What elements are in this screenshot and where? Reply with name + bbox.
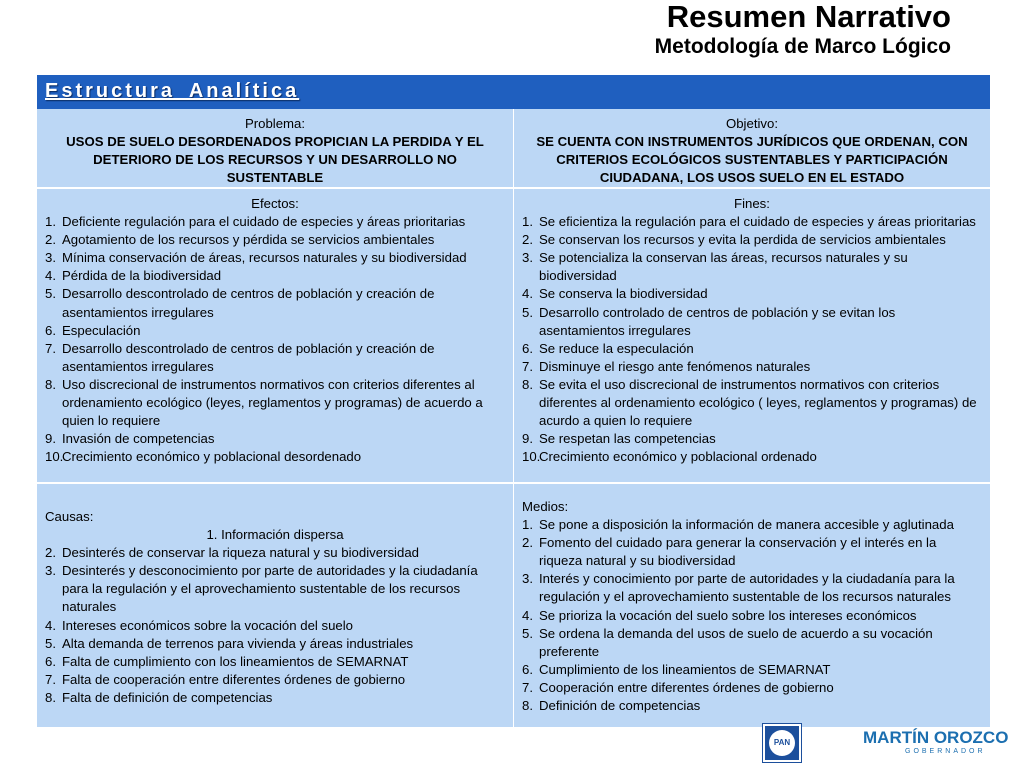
efectos-item bbox=[45, 249, 505, 267]
efectos-item bbox=[45, 231, 505, 249]
medios-item-number: 7. bbox=[522, 679, 533, 695]
efectos-item bbox=[45, 376, 505, 430]
pan-logo bbox=[763, 724, 801, 762]
medios-item-text: Cumplimiento de los lineamientos de SEMARNAT bbox=[539, 661, 831, 677]
section-band bbox=[37, 75, 990, 109]
causas-item bbox=[45, 544, 505, 562]
causas-item-number: 4. bbox=[45, 617, 56, 633]
medios-list bbox=[522, 516, 982, 715]
efectos-item-number: 4. bbox=[45, 268, 56, 284]
causas-item-number: 6. bbox=[45, 653, 56, 669]
efectos-item-text: Mínima conservación de áreas, recursos naturales y su biodiversidad bbox=[62, 250, 467, 266]
medios-item-text: Cooperación entre diferentes órdenes de gobierno bbox=[539, 679, 834, 695]
pan-logo-label: PAN bbox=[769, 730, 795, 756]
efectos-item-text: Crecimiento económico y poblacional desordenado bbox=[62, 449, 362, 465]
efectos-item-number: 6. bbox=[45, 322, 56, 338]
causas-item-number: 2. bbox=[45, 545, 56, 561]
causas-item-text: Intereses económicos sobre la vocación del suelo bbox=[62, 617, 354, 633]
fines-item-number: 2. bbox=[522, 232, 533, 248]
causas-cell bbox=[37, 484, 513, 727]
fines-item bbox=[522, 340, 982, 358]
objetivo-cell bbox=[514, 109, 990, 187]
efectos-item-text: Agotamiento de los recursos y pérdida se servicios ambientales bbox=[62, 232, 435, 248]
medios-item bbox=[522, 625, 982, 661]
causas-item bbox=[45, 635, 505, 653]
efectos-item-number: 2. bbox=[45, 232, 56, 248]
objetivo-text: SE CUENTA CON INSTRUMENTOS JURÍDICOS QUE ORDENAN, CON CRITERIOS ECOLÓGICOS SUSTENTABLES Y PARTICIPACIÓN CIUDADANA, LOS USOS SUELO EN EL ESTADO bbox=[536, 134, 968, 186]
medios-item-number: 5. bbox=[522, 625, 533, 641]
fines-item-text: Se respetan las competencias bbox=[539, 431, 716, 447]
medios-item-text: Definición de competencias bbox=[539, 698, 701, 714]
medios-item-number: 6. bbox=[522, 661, 533, 677]
fines-item bbox=[522, 304, 982, 340]
fines-item bbox=[522, 285, 982, 303]
medios-item bbox=[522, 661, 982, 679]
medios-item-number: 1. bbox=[522, 517, 533, 533]
fines-item bbox=[522, 448, 982, 466]
brand-name: MARTÍN OROZCO bbox=[863, 728, 1009, 747]
efectos-list bbox=[45, 213, 505, 466]
fines-item-number: 7. bbox=[522, 358, 533, 374]
fines-item-number: 9. bbox=[522, 431, 533, 447]
slide-header bbox=[655, 0, 951, 60]
causas-item-text: Alta demanda de terrenos para vivienda y áreas industriales bbox=[62, 635, 414, 651]
medios-item-text: Interés y conocimiento por parte de autoridades y la ciudadanía para la regulación y el aprovechamiento sustentable de los recursos naturales bbox=[539, 571, 955, 605]
causas-item bbox=[45, 689, 505, 707]
causas-item bbox=[45, 617, 505, 635]
efectos-item-text: Desarrollo descontrolado de centros de población y creación de asentamientos irregulares bbox=[62, 340, 435, 374]
causas-first-item: 1. Información dispersa bbox=[206, 527, 344, 543]
efectos-item bbox=[45, 448, 505, 466]
fines-item-text: Se conservan los recursos y evita la perdida de servicios ambientales bbox=[539, 232, 946, 248]
medios-item-number: 8. bbox=[522, 698, 533, 714]
efectos-item-number: 5. bbox=[45, 286, 56, 302]
medios-cell bbox=[514, 484, 990, 727]
causas-item bbox=[45, 671, 505, 689]
efectos-item-text: Invasión de competencias bbox=[62, 431, 215, 447]
problema-cell bbox=[37, 109, 513, 187]
medios-item bbox=[522, 679, 982, 697]
causas-item-number: 7. bbox=[45, 671, 56, 687]
slide-title: Resumen Narrativo bbox=[666, 0, 951, 34]
fines-item-number: 3. bbox=[522, 250, 533, 266]
efectos-item-number: 8. bbox=[45, 376, 56, 392]
efectos-item bbox=[45, 340, 505, 376]
efectos-label: Efectos: bbox=[251, 196, 299, 211]
section-band-label: Estructura Analítica bbox=[45, 80, 300, 102]
fines-list bbox=[522, 213, 982, 466]
efectos-item bbox=[45, 267, 505, 285]
analysis-table bbox=[37, 109, 990, 727]
efectos-item bbox=[45, 430, 505, 448]
fines-item-number: 6. bbox=[522, 340, 533, 356]
medios-item bbox=[522, 607, 982, 625]
causas-item-number: 8. bbox=[45, 689, 56, 705]
fines-item bbox=[522, 249, 982, 285]
causas-item-text: Desinterés de conservar la riqueza natural y su biodiversidad bbox=[62, 545, 419, 561]
efectos-item-number: 10. bbox=[45, 449, 64, 465]
fines-cell bbox=[514, 189, 990, 482]
efectos-item bbox=[45, 285, 505, 321]
efectos-item-number: 7. bbox=[45, 340, 56, 356]
fines-item-text: Se conserva la biodiversidad bbox=[539, 286, 708, 302]
efectos-item-text: Deficiente regulación para el cuidado de especies y áreas prioritarias bbox=[62, 214, 466, 230]
causas-item-text: Falta de cooperación entre diferentes órdenes de gobierno bbox=[62, 671, 406, 687]
efectos-item-text: Pérdida de la biodiversidad bbox=[62, 268, 222, 284]
medios-item-text: Se ordena la demanda del usos de suelo de acuerdo a su vocación preferente bbox=[539, 625, 933, 659]
causas-item bbox=[45, 562, 505, 616]
efectos-item-text: Uso discrecional de instrumentos normativos con criterios diferentes al ordenamiento ecológico (leyes, reglamentos y programas) de acuerdo a quien lo requiere bbox=[62, 376, 483, 429]
efectos-item-text: Desarrollo descontrolado de centros de población y creación de asentamientos irregulares bbox=[62, 286, 435, 320]
fines-item-text: Se eficientiza la regulación para el cuidado de especies y áreas prioritarias bbox=[539, 214, 976, 230]
medios-item-number: 4. bbox=[522, 607, 533, 623]
causas-item bbox=[45, 653, 505, 671]
medios-item-number: 2. bbox=[522, 535, 533, 551]
fines-item-text: Se evita el uso discrecional de instrumentos normativos con criterios diferentes al ordenamiento ecológico ( leyes, reglamentos y programas) de acurdo a quien lo requiere bbox=[539, 376, 977, 429]
fines-item-number: 8. bbox=[522, 376, 533, 392]
fines-item-text: Desarrollo controlado de centros de población y se evitan los asentamientos irregulares bbox=[539, 304, 896, 338]
fines-item-number: 5. bbox=[522, 304, 533, 320]
medios-item bbox=[522, 570, 982, 606]
slide-subtitle: Metodología de Marco Lógico bbox=[654, 35, 951, 58]
efectos-item bbox=[45, 213, 505, 231]
fines-item-number: 1. bbox=[522, 214, 533, 230]
medios-item bbox=[522, 534, 982, 570]
fines-item bbox=[522, 358, 982, 376]
efectos-item-number: 3. bbox=[45, 250, 56, 266]
causas-item-number: 3. bbox=[45, 563, 56, 579]
causas-label: Causas: bbox=[45, 509, 94, 524]
medios-label: Medios: bbox=[522, 499, 569, 514]
problema-text: USOS DE SUELO DESORDENADOS PROPICIAN LA PERDIDA Y EL DETERIORO DE LOS RECURSOS Y UN DESARROLLO NO SUSTENTABLE bbox=[66, 134, 484, 186]
medios-item-text: Se prioriza la vocación del suelo sobre los intereses económicos bbox=[539, 607, 917, 623]
brand-subtitle: GOBERNADOR bbox=[905, 748, 986, 755]
footer-logos bbox=[755, 720, 1023, 768]
efectos-item-text: Especulación bbox=[62, 322, 141, 338]
causas-item-text: Falta de cumplimiento con los lineamientos de SEMARNAT bbox=[62, 653, 409, 669]
causas-list bbox=[45, 544, 505, 707]
efectos-item-number: 9. bbox=[45, 431, 56, 447]
objetivo-label: Objetivo: bbox=[725, 116, 779, 131]
fines-item bbox=[522, 213, 982, 231]
causas-item-text: Falta de definición de competencias bbox=[62, 689, 273, 705]
medios-item bbox=[522, 697, 982, 715]
problema-label: Problema: bbox=[244, 116, 306, 131]
causas-item-text: Desinterés y desconocimiento por parte de autoridades y la ciudadanía para la regulación y el aprovechamiento sustentable de los recursos naturales bbox=[62, 563, 478, 615]
medios-item-text: Se pone a disposición la información de manera accesible y aglutinada bbox=[539, 517, 954, 533]
efectos-item bbox=[45, 322, 505, 340]
medios-item-number: 3. bbox=[522, 571, 533, 587]
fines-item-number: 4. bbox=[522, 286, 533, 302]
fines-label: Fines: bbox=[734, 196, 770, 211]
medios-item-text: Fomento del cuidado para generar la conservación y el interés en la riqueza natural y su biodiversidad bbox=[539, 535, 937, 569]
fines-item-text: Disminuye el riesgo ante fenómenos naturales bbox=[539, 358, 811, 374]
fines-item bbox=[522, 430, 982, 448]
fines-item-text: Crecimiento económico y poblacional ordenado bbox=[539, 449, 817, 465]
fines-item bbox=[522, 376, 982, 430]
fines-item-text: Se potencializa la conservan las áreas, recursos naturales y su biodiversidad bbox=[539, 250, 908, 284]
causas-item-number: 5. bbox=[45, 635, 56, 651]
efectos-cell bbox=[37, 189, 513, 482]
medios-item bbox=[522, 516, 982, 534]
fines-item-number: 10. bbox=[522, 449, 541, 465]
fines-item bbox=[522, 231, 982, 249]
fines-item-text: Se reduce la especulación bbox=[539, 340, 694, 356]
efectos-item-number: 1. bbox=[45, 214, 56, 230]
